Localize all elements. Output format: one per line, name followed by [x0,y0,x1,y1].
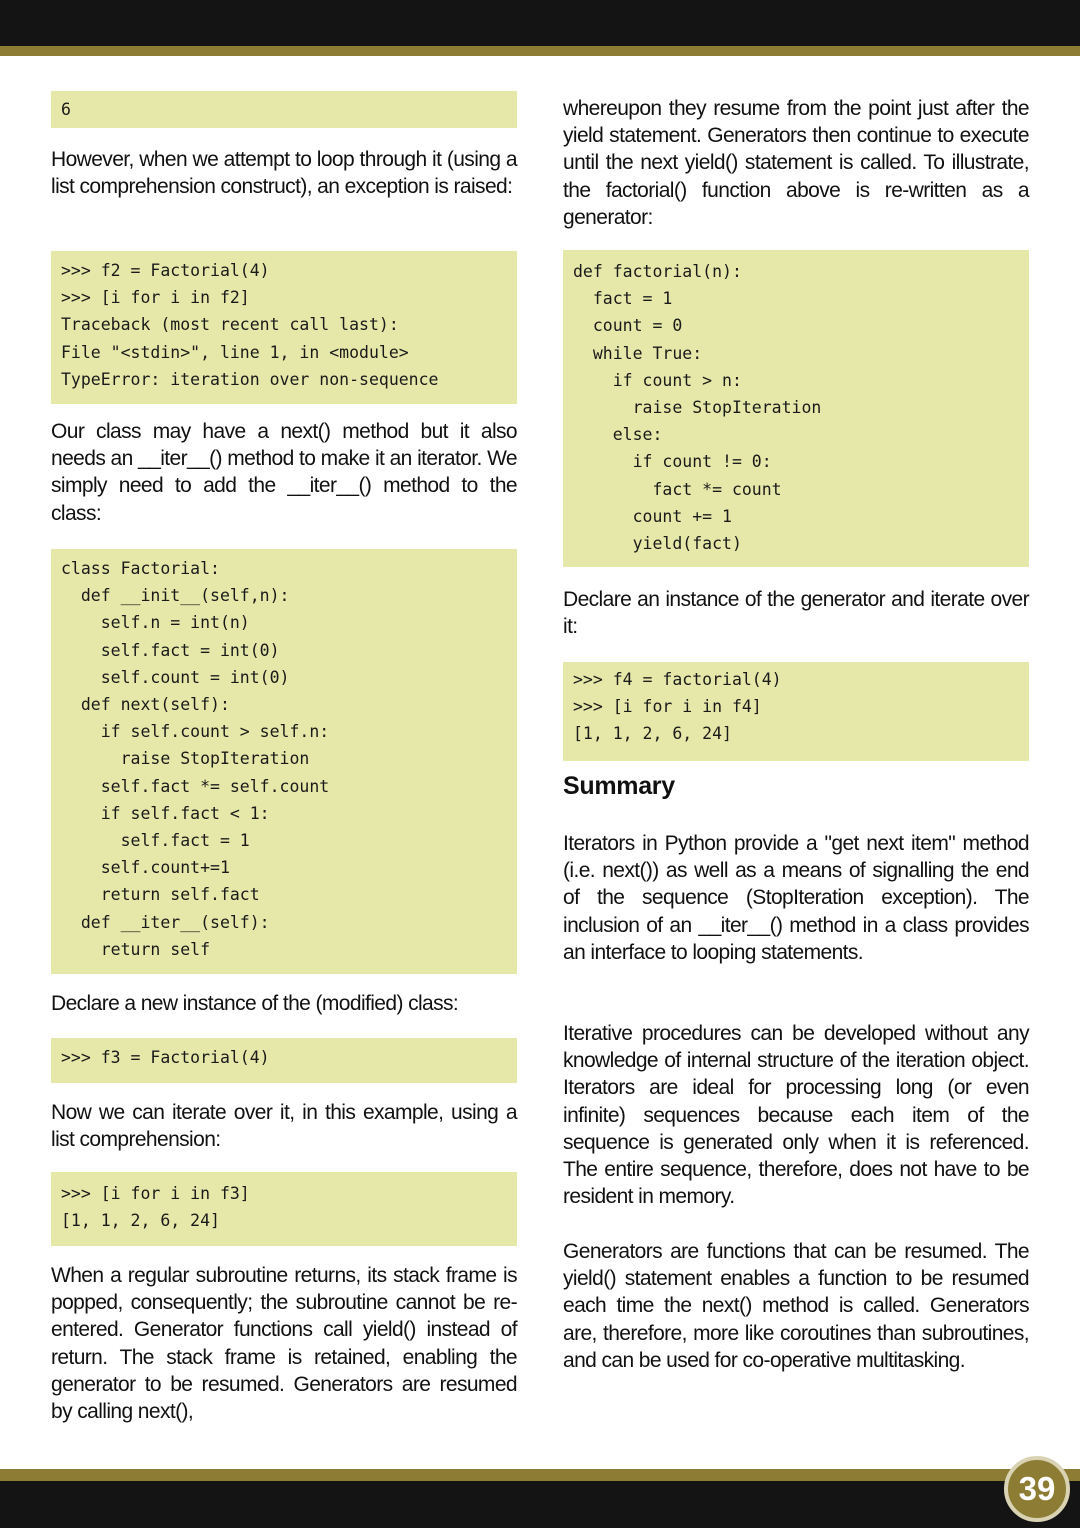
code-block-factorial-class: class Factorial: def __init__(self,n): self.n = int(n) self.fact = int(0) self.count = int(0) def next(self): if self.count > self.n: raise StopIteration self.fact *= self.count if self.fact < 1: self.fact = 1 self.count+=1 return self.fact def __iter__(self): return self [51,549,517,974]
paragraph-declare-generator: Declare an instance of the generator and iterate over it: [563,588,1029,639]
bottom-gold-stripe [0,1469,1080,1481]
summary-heading: Summary [563,772,675,800]
paragraph-iter-method: Our class may have a next() method but it also needs an __iter__() method to make it an iterator. We simply need to add the __iter__() method to the class: [51,420,517,525]
paragraph-new-instance: Declare a new instance of the (modified) class: [51,992,459,1015]
top-gold-stripe [0,46,1080,56]
paragraph-resume: whereupon they resume from the point just after the yield statement. Generators then continue to execute until the next yield() statement is called. To illustrate, the factorial() function above is re-written as a generator: [563,97,1029,229]
paragraph-summary-iterators: Iterators in Python provide a "get next item" method (i.e. next()) as well as a means of signalling the end of the sequence (StopIteration exception). The inclusion of an __iter__() method in a class provides an interface to looping statements. [563,832,1029,964]
code-block-generator-function: def factorial(n): fact = 1 count = 0 while True: if count > n: raise StopIteration else: if count != 0: fact *= count count += 1 yield(fact) [563,250,1029,567]
top-banner [0,0,1080,46]
code-block-f4-generator: >>> f4 = factorial(4) >>> [i for i in f4] [1, 1, 2, 6, 24] [563,662,1029,761]
code-block-f3-instance: >>> f3 = Factorial(4) [51,1038,517,1083]
paragraph-exception-intro: However, when we attempt to loop through it (using a list comprehension construct), an exception is raised: [51,148,517,199]
code-block-output-6: 6 [51,91,517,128]
paragraph-iterate-over: Now we can iterate over it, in this example, using a list comprehension: [51,1101,517,1152]
paragraph-subroutine: When a regular subroutine returns, its stack frame is popped, consequently; the subroutine cannot be re-entered. Generator functions call yield() instead of return. The stack frame is retained, enabling the generator to be resumed. Generators are resumed by calling next(), [51,1264,517,1424]
code-block-f3-list: >>> [i for i in f3] [1, 1, 2, 6, 24] [51,1172,517,1246]
page-number-badge: 39 [1004,1456,1070,1522]
code-block-f2-traceback: >>> f2 = Factorial(4) >>> [i for i in f2] Traceback (most recent call last): File "<stdin>", line 1, in <module> TypeError: iteration over non-sequence [51,251,517,404]
bottom-banner [0,1481,1080,1528]
paragraph-summary-iterative: Iterative procedures can be developed without any knowledge of internal structure of the iteration object. Iterators are ideal for processing long (or even infinite) sequences because each item of the sequence is generated only when it is referenced. The entire sequence, therefore, does not have to be resident in memory. [563,1022,1029,1209]
paragraph-summary-generators: Generators are functions that can be resumed. The yield() statement enables a function to be resumed each time the next() method is called. Generators are, therefore, more like coroutines than subroutines, and can be used for co-operative multitasking. [563,1240,1029,1372]
